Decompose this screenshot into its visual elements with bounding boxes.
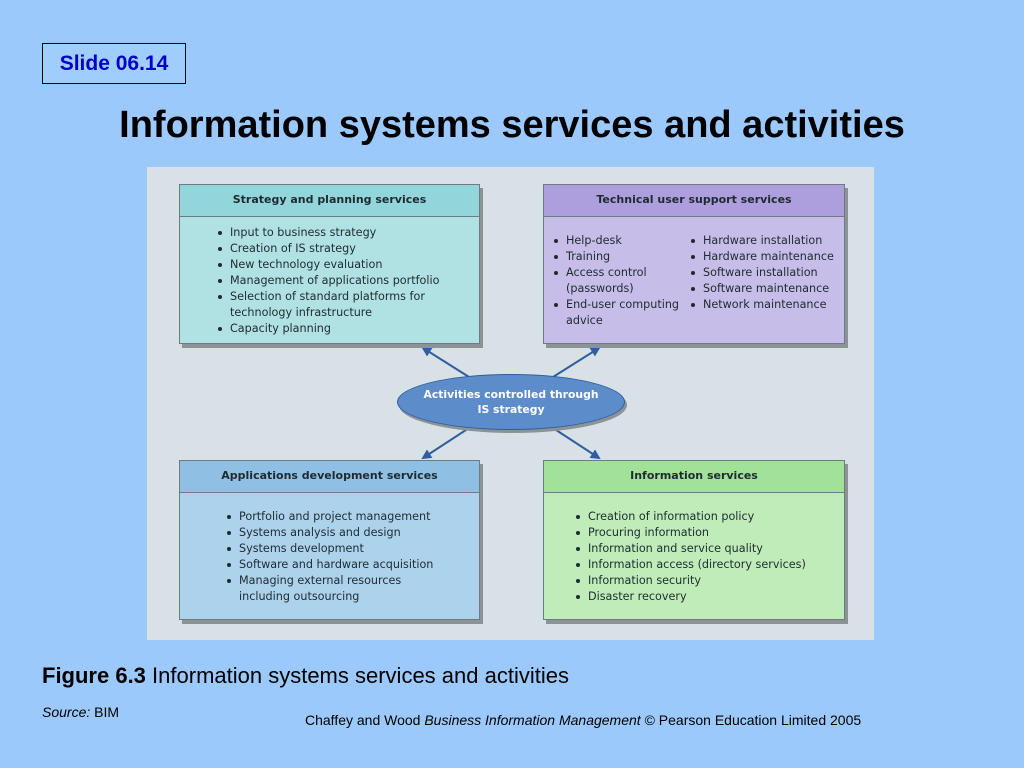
hub-label-line2: IS strategy [477, 403, 545, 416]
copyright-credit [305, 710, 861, 730]
list-item: Software maintenance [689, 281, 834, 297]
list-item: Creation of IS strategy [216, 241, 445, 257]
figure-caption-text: Information systems services and activities [152, 663, 569, 688]
technical-support-title: Technical user support services [544, 185, 844, 217]
list-item: Management of applications portfolio [216, 273, 445, 289]
source-value: BIM [94, 704, 120, 720]
information-services-title: Information services [544, 461, 844, 493]
credit-book-title: Business Information Management [424, 712, 641, 728]
list-item: Software and hardware acquisition [225, 557, 433, 573]
list-item: Input to business strategy [216, 225, 445, 241]
credit-authors: Chaffey and Wood [305, 712, 421, 728]
list-item: Access control (passwords) [552, 265, 674, 297]
list-item: Information and service quality [574, 541, 806, 557]
list-item: Managing external resources including outsourcing [225, 573, 429, 605]
technical-support-box [543, 184, 845, 344]
source-line [42, 702, 119, 722]
arrow-to-information [553, 428, 599, 458]
credit-publisher: © Pearson Education Limited 2005 [644, 712, 862, 728]
is-strategy-hub [397, 374, 625, 430]
list-item: Hardware installation [689, 233, 834, 249]
list-item: Systems development [225, 541, 433, 557]
list-item: Systems analysis and design [225, 525, 433, 541]
slide-number: Slide 06.14 [42, 43, 186, 84]
list-item: Network maintenance [689, 297, 834, 313]
applications-development-title: Applications development services [180, 461, 479, 493]
figure-label: Figure 6.3 [42, 663, 146, 688]
list-item: Selection of standard platforms for technology infrastructure [216, 289, 445, 321]
list-item: Information security [574, 573, 806, 589]
list-item: Help-desk [552, 233, 696, 249]
list-item: End-user computing advice [552, 297, 696, 329]
source-label: Source: [42, 704, 91, 720]
arrow-to-strategy [423, 348, 469, 377]
list-item: Capacity planning [216, 321, 445, 337]
information-services-list [574, 509, 806, 605]
arrow-to-technical [553, 348, 599, 377]
list-item: Disaster recovery [574, 589, 806, 605]
list-item: Hardware maintenance [689, 249, 834, 265]
strategy-planning-box [179, 184, 480, 344]
list-item: Software installation [689, 265, 834, 281]
information-services-box [543, 460, 845, 620]
list-item: Information access (directory services) [574, 557, 806, 573]
slide-title: Information systems services and activities [119, 104, 905, 146]
figure-caption [42, 661, 569, 691]
arrow-to-applications [423, 428, 469, 458]
list-item: Training [552, 249, 696, 265]
list-item: Creation of information policy [574, 509, 806, 525]
figure-diagram [147, 167, 874, 640]
technical-support-list-left [552, 233, 696, 329]
applications-development-box [179, 460, 480, 620]
hub-label-line1: Activities controlled through [423, 388, 599, 401]
technical-support-list-right [689, 233, 834, 313]
list-item: Portfolio and project management [225, 509, 433, 525]
strategy-planning-title: Strategy and planning services [180, 185, 479, 217]
list-item: New technology evaluation [216, 257, 445, 273]
applications-development-list [225, 509, 433, 605]
list-item: Procuring information [574, 525, 806, 541]
strategy-planning-list [216, 225, 445, 337]
